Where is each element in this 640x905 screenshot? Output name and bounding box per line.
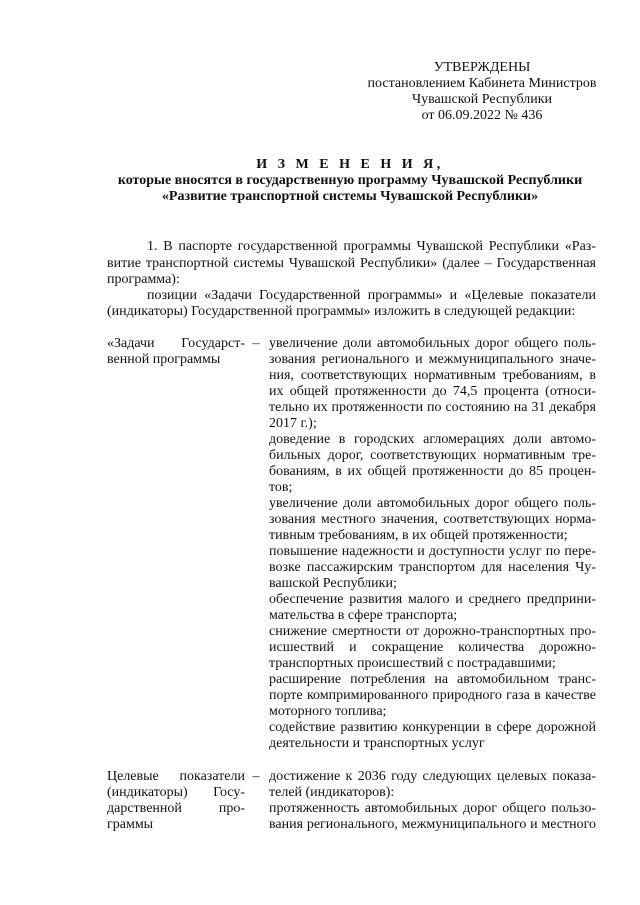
tasks-list (269, 336, 596, 752)
approval-line: постановлением Кабинета Министров (367, 76, 597, 91)
title-main: И З М Е Н Е Н И Я, (256, 157, 444, 172)
title-line: «Развитие транспортной системы Чувашской Республики» (161, 189, 539, 204)
paragraph-line: позиции «Задачи Государственной программы» и «Целевые показатели (147, 288, 596, 303)
task-item: снижение смертности от дорожно-транспортных происшествий и сокращение количества дорожно-транспортных происшествий с пострадавшими; (269, 624, 596, 671)
document-title (100, 157, 600, 205)
approval-stamp (362, 60, 602, 124)
paragraph-line: 1. В паспорте государственной программы Чувашской Республики «Раз- (147, 239, 596, 254)
approval-line: от 06.09.2022 № 436 (421, 108, 543, 123)
paragraph-line: витие транспортной системы Чувашской Республики» (далее – Государственная (107, 256, 596, 271)
task-item: увеличение доли автомобильных дорог общего пользования регионального и межмуниципального значения, соответствующих нормативным требованиям, в их общей протяженности до 74,5 процента (относительно их протяженности по состоянию на 31 декабря 2017 г.); (269, 336, 596, 431)
tasks-label-line: «Задачи Государст- (107, 336, 245, 351)
indicators-label (107, 769, 245, 833)
task-item: повышение надежности и доступности услуг по перевозке пассажирским транспортом для населения Чувашской Республики; (269, 544, 596, 591)
indicators-list (269, 769, 596, 833)
task-item: увеличение доли автомобильных дорог общего пользования местного значения, соответствующих нормативным требованиям, в их общей протяженности; (269, 496, 596, 543)
indicator-item: достижение к 2036 году следующих целевых показателей (индикаторов): (269, 769, 596, 800)
paragraph-line: программа): (107, 272, 180, 287)
approval-line: УТВЕРЖДЕНЫ (433, 60, 531, 75)
indicators-label-line: дарственной про- (107, 801, 245, 816)
indicators-label-line: Целевые показатели (107, 769, 245, 784)
paragraph-line: (индикаторы) Государственной программы» изложить в следующей редакции: (107, 304, 576, 319)
tasks-dash: – (252, 336, 260, 351)
task-item: содействие развитию конкуренции в сфере дорожной деятельности и транспортных услуг (269, 720, 596, 751)
indicators-dash: – (252, 769, 260, 784)
task-item: доведение в городских агломерациях доли автомобильных дорог, соответствующих нормативным требованиям, в их общей протяженности до 85 процентов; (269, 432, 596, 495)
indicator-item: протяженность автомобильных дорог общего пользования регионального, межмуниципального и местного (269, 801, 596, 832)
indicators-label-line: (индикаторы) Госу- (107, 785, 245, 800)
task-item: расширение потребления на автомобильном транспорте компримированного природного газа в качестве моторного топлива; (269, 672, 596, 719)
tasks-label-line: венной программы (107, 352, 221, 367)
title-line: которые вносятся в государственную программу Чувашской Республики (117, 173, 583, 188)
approval-line: Чувашской Республики (411, 92, 553, 107)
task-item: обеспечение развития малого и среднего предпринимательства в сфере транспорта; (269, 592, 596, 623)
tasks-label (107, 336, 245, 368)
indicators-label-line: граммы (107, 817, 154, 832)
